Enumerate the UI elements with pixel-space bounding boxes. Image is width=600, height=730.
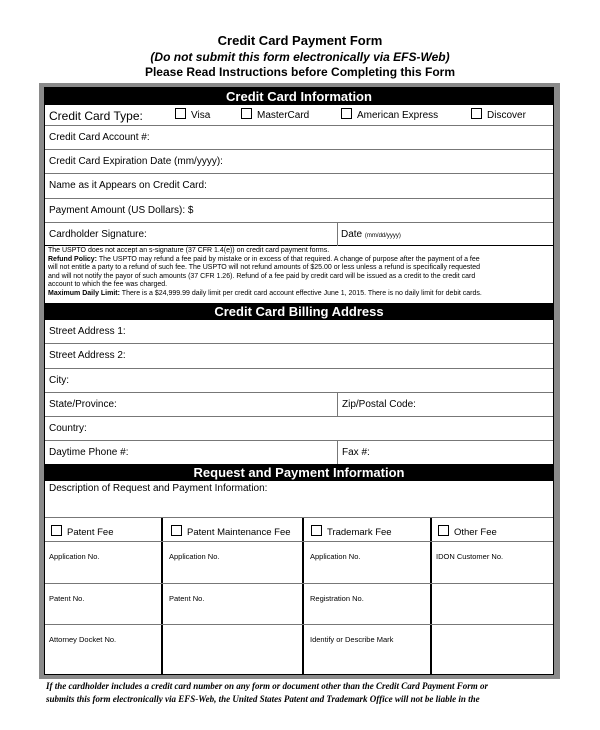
phone-label: Daytime Phone #:: [49, 447, 129, 458]
form-body: [44, 87, 554, 675]
street1-field[interactable]: [45, 320, 553, 344]
refund-policy-text: will not entitle a party to a refund of such fee. The USPTO will not refund amounts of $25.00 or less unless a refund is specifically requested: [48, 264, 481, 272]
date-hint: (mm/dd/yyyy): [364, 233, 401, 239]
refund-policy-label: Refund Policy:: [48, 255, 98, 263]
daily-limit-text: There is a $24,999.99 daily limit per credit card account effective June 1, 2015. There is no daily limit for debit cards.: [121, 289, 482, 297]
card-type-row: [45, 105, 553, 126]
maintenance-patent-no[interactable]: Patent No.: [169, 594, 205, 603]
description-label: Description of Request and Payment Information:: [49, 483, 268, 494]
zip-field[interactable]: [342, 399, 416, 410]
card-type-discover-label: Discover: [487, 110, 526, 121]
refund-policy-text: The USPTO may refund a fee paid by mistake or in excess of that required. A change of purpose after the payment of a fee: [98, 255, 480, 263]
street2-label: Street Address 2:: [49, 350, 126, 361]
zip-label: Zip/Postal Code:: [342, 399, 416, 410]
other-idon-customer-no[interactable]: IDON Customer No.: [436, 552, 504, 561]
card-type-mastercard-label: MasterCard: [257, 110, 310, 121]
state-label: State/Province:: [49, 399, 117, 410]
checkbox-icon[interactable]: [311, 525, 322, 536]
fee-row: [45, 542, 553, 584]
fax-label: Fax #:: [342, 447, 370, 458]
footer-notice: [46, 680, 556, 705]
country-label: Country:: [49, 423, 87, 434]
card-type-visa[interactable]: [175, 108, 210, 121]
date-field[interactable]: [341, 229, 401, 240]
signature-label: Cardholder Signature:: [49, 229, 147, 240]
checkbox-icon[interactable]: [471, 108, 482, 119]
card-type-label: Credit Card Type:: [49, 109, 143, 123]
street2-field[interactable]: [45, 344, 553, 369]
state-field[interactable]: [49, 399, 117, 410]
divider: [337, 393, 338, 417]
section-card-info-heading: Credit Card Information: [45, 88, 553, 105]
divider: [337, 441, 338, 464]
divider: [337, 223, 338, 246]
patent-docket-no[interactable]: Attorney Docket No.: [49, 635, 117, 644]
date-label: Date: [341, 229, 363, 240]
form-instruction: Please Read Instructions before Completing this Form: [144, 65, 456, 79]
form-title: Credit Card Payment Form: [217, 33, 383, 48]
fee-other-label: Other Fee: [454, 527, 497, 538]
fax-field[interactable]: [342, 447, 370, 458]
card-type-mastercard[interactable]: [241, 108, 309, 121]
daily-limit-label: Maximum Daily Limit:: [48, 289, 120, 297]
card-type-visa-label: Visa: [191, 110, 211, 121]
description-field[interactable]: [45, 481, 553, 518]
checkbox-icon[interactable]: [51, 525, 62, 536]
card-type-discover[interactable]: [471, 108, 526, 121]
fee-maintenance[interactable]: [171, 525, 291, 538]
phone-fax-row: [45, 441, 553, 464]
account-label: Credit Card Account #:: [49, 132, 150, 143]
refund-policy-text: and will not notify the payor of such amounts (37 CFR 1.26). Refund of a fee paid by credit card will be issued as a credit to the credit card: [48, 272, 476, 280]
fee-patent[interactable]: [51, 525, 113, 538]
fee-maintenance-label: Patent Maintenance Fee: [187, 527, 291, 538]
name-field[interactable]: [45, 174, 553, 199]
fee-patent-label: Patent Fee: [67, 527, 114, 538]
s-signature-notice: The USPTO does not accept an s-signature (37 CFR 1.4(e)) on credit card payment forms.: [48, 247, 330, 254]
fee-other[interactable]: [438, 525, 497, 538]
expiration-label: Credit Card Expiration Date (mm/yyyy):: [49, 156, 223, 167]
country-field[interactable]: [45, 417, 553, 441]
signature-row: [45, 223, 553, 246]
trademark-registration-no[interactable]: Registration No.: [310, 594, 364, 603]
fee-trademark[interactable]: [311, 525, 392, 538]
section-billing-heading: Credit Card Billing Address: [45, 303, 553, 320]
section-request-heading: Request and Payment Information: [45, 464, 553, 481]
trademark-mark[interactable]: Identify or Describe Mark: [310, 635, 394, 644]
city-field[interactable]: [45, 369, 553, 393]
trademark-application-no[interactable]: Application No.: [310, 552, 361, 561]
checkbox-icon[interactable]: [171, 525, 182, 536]
phone-field[interactable]: [49, 447, 129, 458]
card-type-amex-label: American Express: [357, 110, 439, 121]
card-type-amex[interactable]: [341, 108, 438, 121]
refund-policy-text: account to which the fee was charged.: [48, 281, 168, 289]
patent-patent-no[interactable]: Patent No.: [49, 594, 85, 603]
checkbox-icon[interactable]: [175, 108, 186, 119]
fee-row: [45, 584, 553, 625]
fee-trademark-label: Trademark Fee: [327, 527, 392, 538]
checkbox-icon[interactable]: [438, 525, 449, 536]
footer-line: If the cardholder includes a credit card number on any form or document other than the Credit Card Payment Form or: [46, 681, 489, 691]
checkbox-icon[interactable]: [341, 108, 352, 119]
amount-field[interactable]: [45, 199, 553, 223]
expiration-field[interactable]: [45, 150, 553, 174]
checkbox-icon[interactable]: [241, 108, 252, 119]
policy-notice: [48, 247, 550, 299]
footer-line: submits this form electronically via EFS-Web, the United States Patent and Trademark Office will not be liable in the: [46, 693, 480, 704]
name-label: Name as it Appears on Credit Card:: [49, 180, 207, 191]
form-subtitle: (Do not submit this form electronically via EFS-Web): [150, 50, 450, 64]
city-label: City:: [49, 375, 69, 386]
patent-application-no[interactable]: Application No.: [49, 552, 100, 561]
amount-label: Payment Amount (US Dollars): $: [49, 205, 194, 216]
state-zip-row: [45, 393, 553, 417]
street1-label: Street Address 1:: [49, 326, 126, 337]
account-field[interactable]: [45, 126, 553, 150]
maintenance-application-no[interactable]: Application No.: [169, 552, 220, 561]
